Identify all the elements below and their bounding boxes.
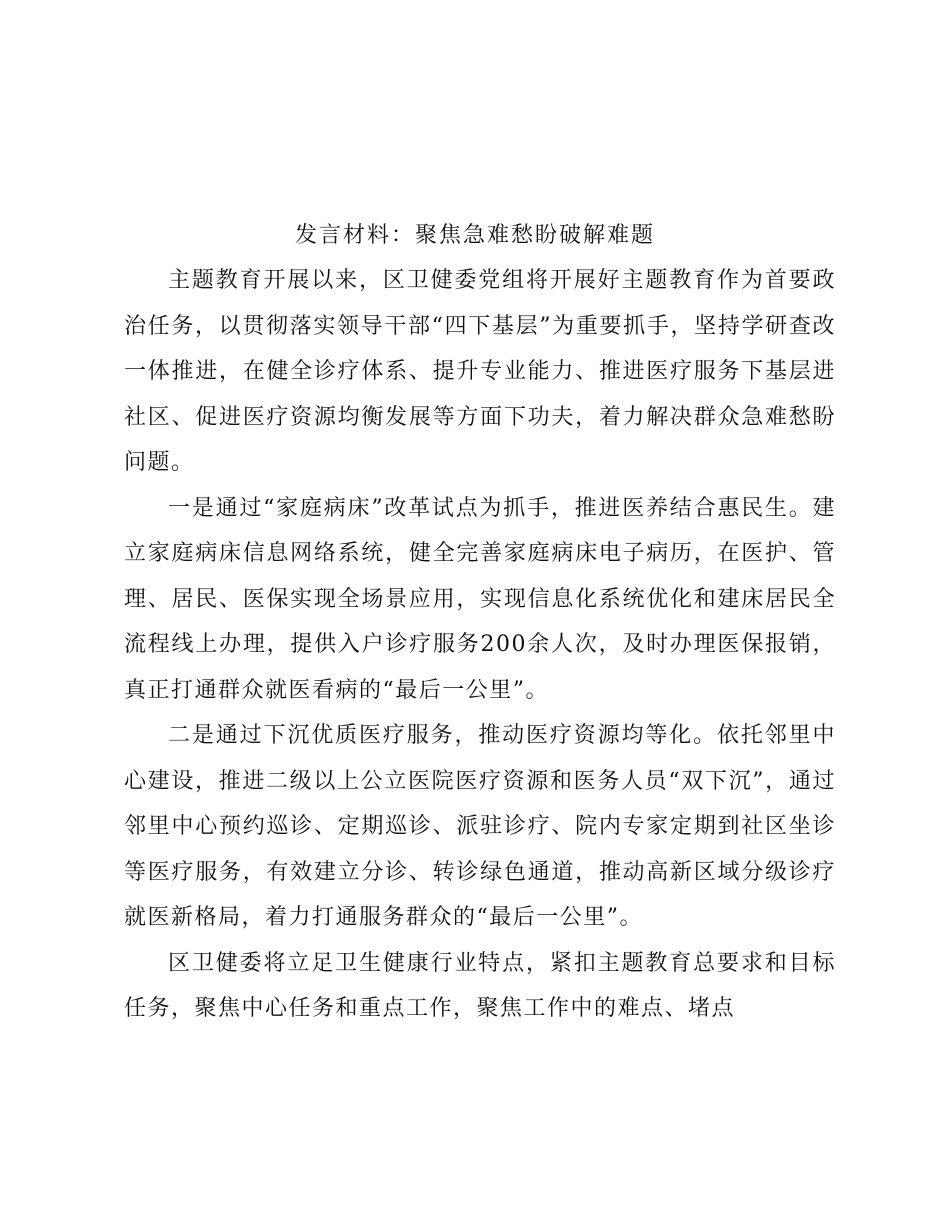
paragraph-conclusion: 区卫健委将立足卫生健康行业特点，紧扣主题教育总要求和目标任务，聚焦中心任务和重点工作，聚焦工作中的难点、堵点 xyxy=(124,950,836,1021)
document-title: 发言材料：聚焦急难愁盼破解难题 xyxy=(294,223,655,248)
paragraph-family-beds: 一是通过“家庭病床”改革试点为抓手，推进医养结合惠民生。建立家庭病床信息网络系统，健全完善家庭病床电子病历，在医护、管理、居民、医保实现全场景应用，实现信息化系统优化和建床居民全流程线上办理，提供入户诊疗服务200余人次，及时办理医保报销，真正打通群众就医看病的“最后一公里”。 xyxy=(124,495,836,703)
paragraph-intro: 主题教育开展以来，区卫健委党组将开展好主题教育作为首要政治任务，以贯彻落实领导干部“四下基层”为重要抓手，坚持学研查改一体推进，在健全诊疗体系、提升专业能力、推进医疗服务下基层进社区、促进医疗资源均衡发展等方面下功夫，着力解决群众急难愁盼问题。 xyxy=(124,268,836,475)
document-body xyxy=(124,258,836,1032)
paragraph-medical-resources: 二是通过下沉优质医疗服务，推动医疗资源均等化。依托邻里中心建设，推进二级以上公立医院医疗资源和医务人员“双下沉”，通过邻里中心预约巡诊、定期巡诊、派驻诊疗、院内专家定期到社区坐诊等医疗服务，有效建立分诊、转诊绿色通道，推动高新区域分级诊疗就医新格局，着力打通服务群众的“最后一公里”。 xyxy=(124,723,836,930)
